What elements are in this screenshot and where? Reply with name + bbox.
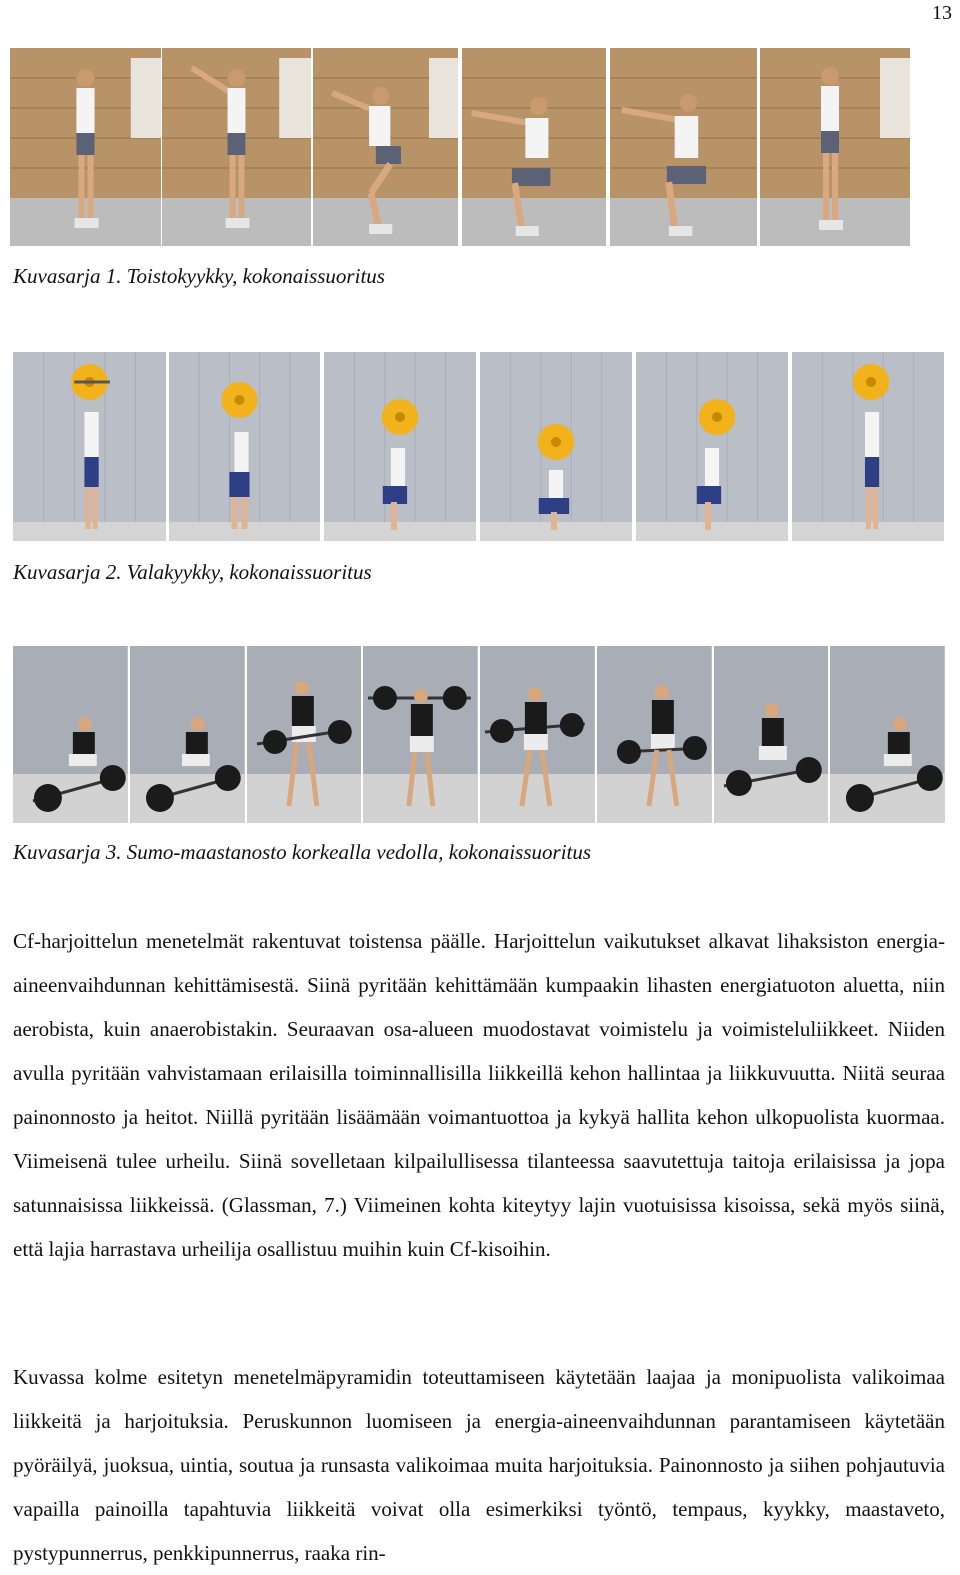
photo-frame [462, 48, 606, 246]
photo-frame [162, 48, 311, 246]
photo-series-1 [10, 48, 913, 246]
photo-frame [13, 352, 166, 541]
photo-frame [313, 48, 458, 246]
photo-frame [792, 352, 944, 541]
photo-series-3 [13, 646, 945, 823]
photo-frame [363, 646, 478, 823]
body-paragraph: Cf-harjoittelun menetelmät rakentuvat toistensa päälle. Harjoittelun vaikutukset alkavat lihaksiston energia-aineenvaihdunnan kehittämisestä. Siinä pyritään kehittämään kumpaakin lihasten energiatuoton aluetta, niin aerobista, kuin anaerobistakin. Seuraavan osa-alueen muodostavat voimistelu ja voimisteluliikkeet. Niiden avulla pyritään vahvistamaan erilaisilla toiminnallisilla liikkeillä kehon hallintaa ja liikkuvuutta. Niitä seuraa painonnosto ja heitot. Niillä pyritään lisäämään voimantuottoa ja kykyä hallita kehon ulkopuolista kuormaa. Viimeisenä tulee urheilu. Siinä sovelletaan kilpailullisessa tilanteessa saavutettuja taitoja erilaisissa ja jopa satunnaisissa liikkeissä. (Glassman, 7.) Viimeinen kohta kiteytyy lajin vuotuisissa kisoissa, sekä myös siinä, että lajia harrastava urheilija osallistuu muihin kuin Cf-kisoihin. [13, 929, 945, 1261]
page-number: 13 [932, 2, 952, 24]
photo-frame [714, 646, 829, 823]
figure-caption: Kuvasarja 2. Valakyykky, kokonaissuoritus [13, 560, 372, 584]
photo-frame [324, 352, 476, 541]
photo-frame [247, 646, 362, 823]
photo-frame [760, 48, 910, 246]
photo-frame [10, 48, 161, 246]
photo-frame [610, 48, 757, 246]
photo-frame [830, 646, 945, 823]
figure-caption: Kuvasarja 1. Toistokyykky, kokonaissuoritus [13, 264, 385, 288]
photo-series-2 [13, 352, 945, 541]
photo-frame [169, 352, 320, 541]
photo-frame [636, 352, 788, 541]
photo-frame [480, 352, 632, 541]
photo-frame [130, 646, 245, 823]
figure-caption: Kuvasarja 3. Sumo-maastanosto korkealla vedolla, kokonaissuoritus [13, 840, 592, 864]
photo-frame [480, 646, 595, 823]
photo-frame [13, 646, 128, 823]
body-paragraph: Kuvassa kolme esitetyn menetelmäpyramidin toteuttamiseen käytetään laajaa ja monipuolista valikoimaa liikkeitä ja harjoituksia. Peruskunnon luomiseen ja energia-aineenvaihdunnan parantamiseen käytetään pyöräilyä, juoksua, uintia, soutua ja runsasta valikoimaa muita harjoituksia. Painonnosto ja siihen pohjautuvia vapailla painoilla tapahtuvia liikkeitä voivat olla esimerkiksi työntö, tempaus, kyykky, maastaveto, pystypunnerrus, penkkipunnerrus, raaka rin- [13, 1365, 945, 1565]
photo-frame [597, 646, 712, 823]
